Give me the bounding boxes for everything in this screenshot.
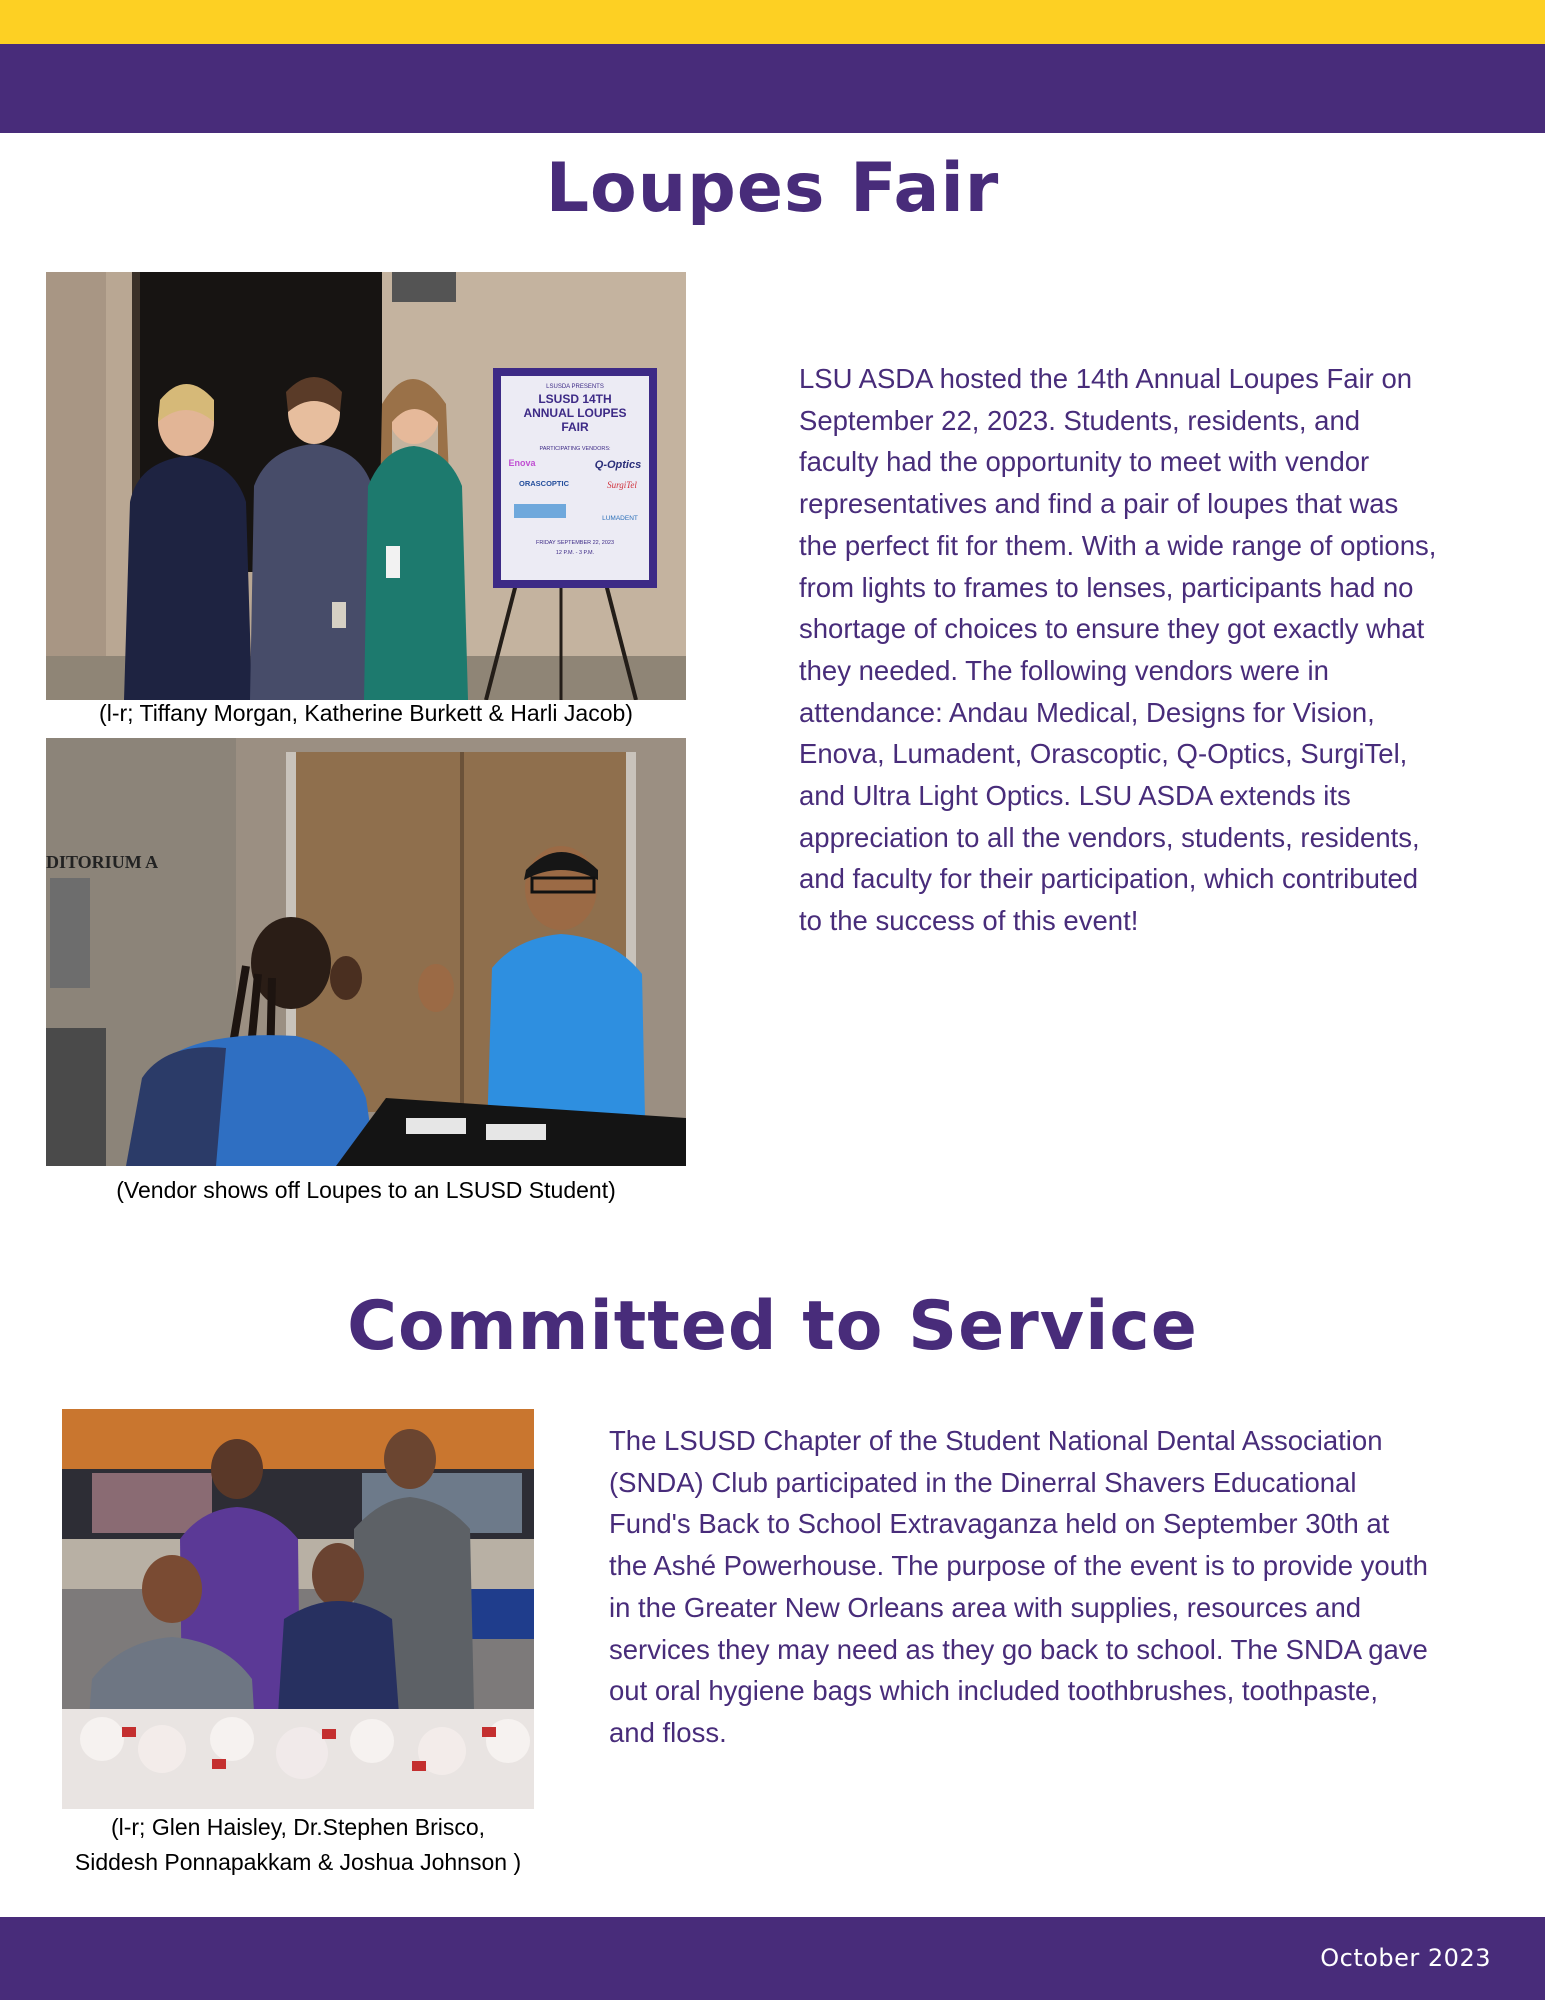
sign-vendors-heading: PARTICIPATING VENDORS: [539,446,611,452]
auditorium-wall-sign: DITORIUM A [46,852,159,872]
sign-brand-surgitel: SurgiTel [607,480,637,490]
snda-photo-caption-line-2: Siddesh Ponnapakkam & Joshua Johnson ) [74,1849,522,1875]
top-purple-band [0,44,1545,133]
loupes-photo1-caption: (l-r; Tiffany Morgan, Katherine Burkett & Harli Jacob) [99,700,633,726]
sign-brand-enova: Enova [508,458,536,468]
sign-presents: LSUSDA PRESENTS [546,384,604,390]
footer-band [0,1917,1545,2000]
loupes-vendor-photo [46,738,686,1166]
loupes-fair-body: LSU ASDA hosted the 14th Annual Loupes Fair on September 22, 2023. Students, residents, and faculty had the opportunity to meet with vendor representatives and find a pair of loupes that was the perfect fit for them. With a wide range of options, from lights to frames to lenses, participants had no shortage of choices to ensure they got exactly what they needed. The following vendors were in attendance: Andau Medical, Designs for Vision, Enova, Lumadent, Orascoptic, Q-Optics, SurgiTel, and Ultra Light Optics. LSU ASDA extends its appreciation to all the vendors, students, residents, and faculty for their participation, which contributed to the success of this event! [799,363,1437,937]
sign-brand-orascoptic: ORASCOPTIC [518,479,570,488]
snda-group-photo [62,1409,534,1809]
committed-to-service-title: Committed to Service [347,1287,1198,1366]
committed-to-service-body: The LSUSD Chapter of the Student National Dental Association (SNDA) Club participated in the Dinerral Shavers Educational Fund's Back to School Extravaganza held on September 30th at the Ashé Powerhouse. The purpose of the event is to provide youth in the Greater New Orleans area with supplies, resources and services they may need as they go back to school. The SNDA gave out oral hygiene bags which included toothbrushes, toothpaste, and floss. [609,1425,1428,1748]
loupes-fair-group-photo [46,272,686,700]
sign-date: FRIDAY SEPTEMBER 22, 2023 [535,540,615,546]
sign-line-1: LSUSD 14TH [538,392,612,406]
sign-line-2: ANNUAL LOUPES [523,406,627,420]
sign-brand-lumadent: LUMADENT [602,515,638,522]
sign-line-3: FAIR [561,420,589,434]
footer-date: October 2023 [1320,1944,1491,1972]
sign-time: 12 P.M. - 3 P.M. [555,550,595,556]
snda-photo-caption-line-1: (l-r; Glen Haisley, Dr.Stephen Brisco, [110,1814,486,1840]
loupes-fair-title: Loupes Fair [545,149,1000,228]
loupes-photo2-caption: (Vendor shows off Loupes to an LSUSD Student) [116,1177,616,1203]
top-gold-band [0,0,1545,44]
sign-brand-qoptics: Q-Optics [594,459,642,471]
